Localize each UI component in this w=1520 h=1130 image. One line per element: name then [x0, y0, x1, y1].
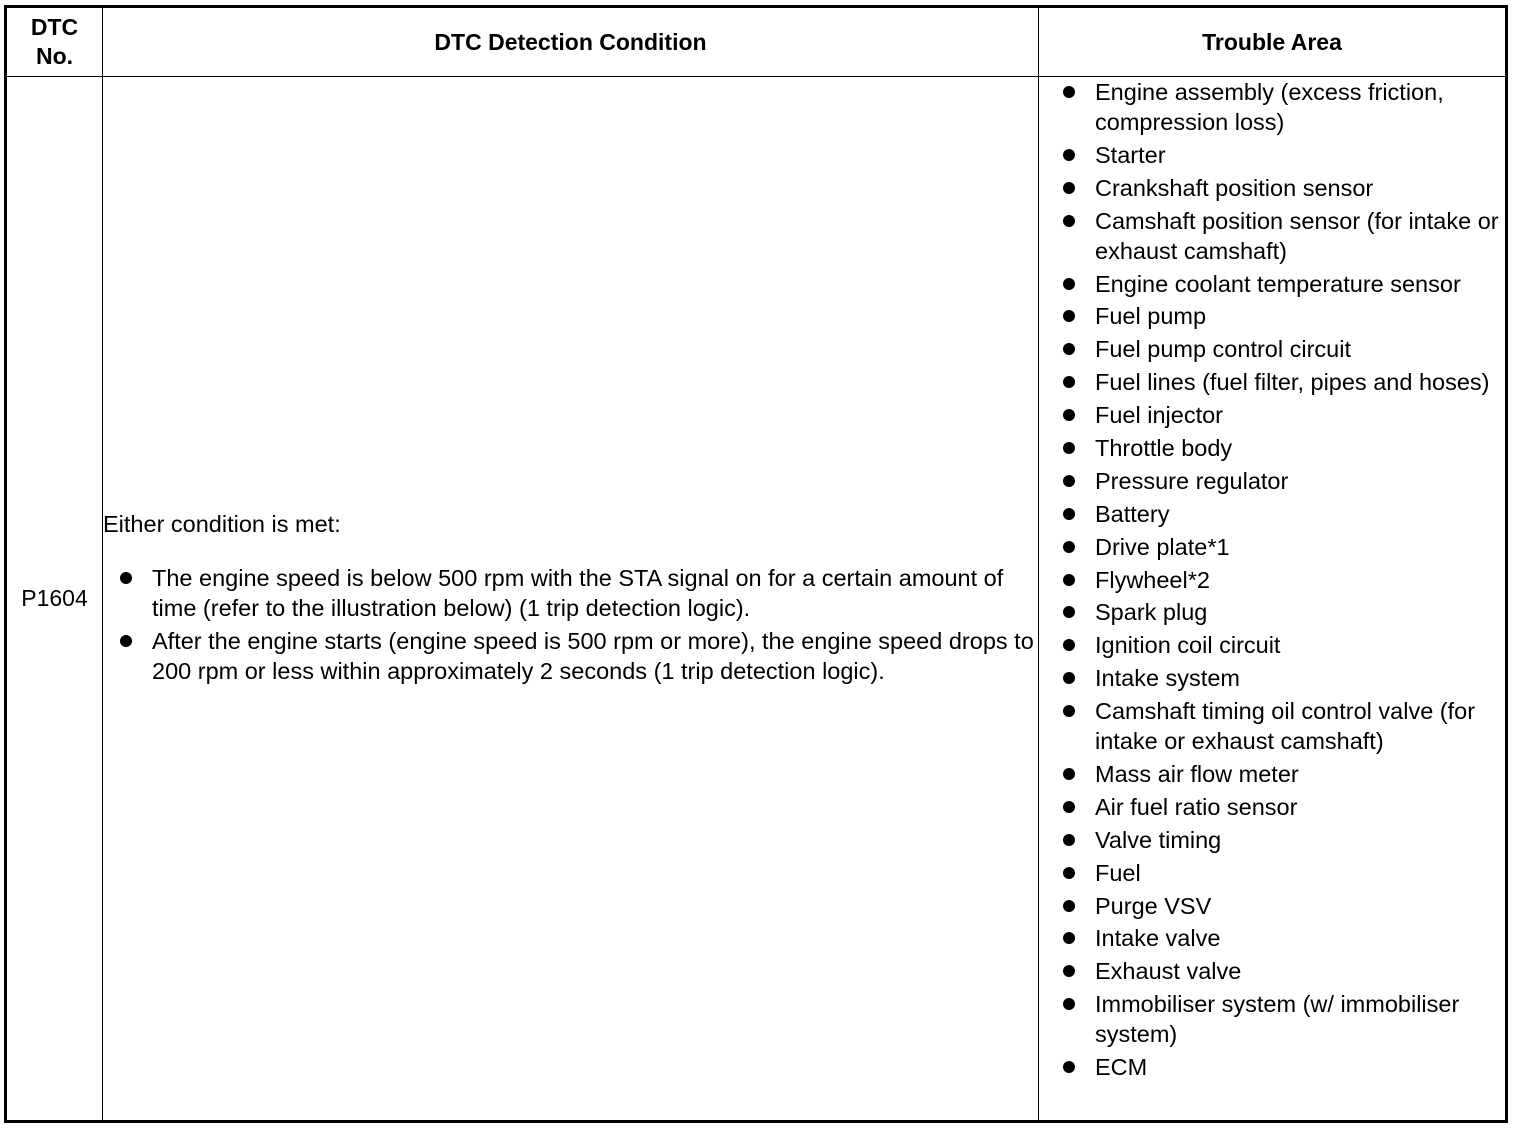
bullet-icon	[1063, 278, 1075, 290]
list-item	[1039, 630, 1505, 660]
table-row	[6, 77, 1507, 1122]
bullet-icon	[1063, 442, 1075, 454]
list-item-text: Camshaft timing oil control valve (for intake or exhaust camshaft)	[1095, 698, 1476, 755]
list-item	[1039, 301, 1505, 331]
bullet-icon	[1063, 182, 1075, 194]
bullet-icon	[1063, 508, 1075, 520]
list-item	[1039, 173, 1505, 203]
bullet-icon	[1063, 834, 1075, 846]
dtc-table	[4, 5, 1508, 1123]
list-item-text: Starter	[1095, 141, 1166, 168]
bullet-icon	[1063, 965, 1075, 977]
list-item	[1039, 923, 1505, 953]
list-item	[1039, 499, 1505, 529]
list-item	[1039, 1052, 1505, 1082]
header-row	[6, 7, 1507, 77]
bullet-icon	[1063, 606, 1075, 618]
bullet-icon	[120, 635, 132, 647]
bullet-icon	[1063, 541, 1075, 553]
list-item	[1039, 956, 1505, 986]
list-item-text: Throttle body	[1095, 435, 1233, 462]
list-item-text: Mass air flow meter	[1095, 761, 1299, 788]
bullet-icon	[1063, 409, 1075, 421]
bullet-icon	[1063, 867, 1075, 879]
header-dtc-no-line2: No.	[35, 43, 74, 69]
list-item	[1039, 140, 1505, 170]
condition-intro: Either condition is met:	[103, 510, 341, 537]
bullet-icon	[1063, 475, 1075, 487]
list-item	[1039, 334, 1505, 364]
list-item-text: Fuel pump	[1095, 303, 1207, 330]
list-item	[1039, 858, 1505, 888]
bullet-icon	[1063, 932, 1075, 944]
list-item-text: Battery	[1095, 500, 1170, 527]
bullet-icon	[1063, 343, 1075, 355]
bullet-icon	[1063, 376, 1075, 388]
bullet-icon	[1063, 1061, 1075, 1073]
list-item-text: Air fuel ratio sensor	[1095, 793, 1298, 820]
bullet-icon	[1063, 705, 1075, 717]
list-item-text: Fuel injector	[1095, 402, 1223, 429]
list-item-text: Pressure regulator	[1095, 467, 1289, 494]
bullet-icon	[1063, 672, 1075, 684]
bullet-icon	[1063, 149, 1075, 161]
list-item-text: Crankshaft position sensor	[1095, 174, 1374, 201]
bullet-icon	[1063, 998, 1075, 1010]
list-item-text: Ignition coil circuit	[1095, 632, 1281, 659]
list-item	[1039, 400, 1505, 430]
list-item	[1039, 532, 1505, 562]
list-item	[1039, 77, 1505, 137]
list-item-text: ECM	[1095, 1054, 1148, 1081]
list-item	[103, 626, 1038, 686]
list-item-text: Flywheel*2	[1095, 566, 1210, 593]
list-item-text: Exhaust valve	[1095, 958, 1242, 985]
bullet-icon	[1063, 215, 1075, 227]
bullet-icon	[1063, 310, 1075, 322]
bullet-icon	[1063, 801, 1075, 813]
bullet-icon	[1063, 86, 1075, 98]
list-item	[1039, 565, 1505, 595]
bullet-icon	[1063, 900, 1075, 912]
list-item-text: Engine assembly (excess friction, compression loss)	[1095, 79, 1444, 135]
list-item	[1039, 792, 1505, 822]
header-trouble-area: Trouble Area	[1039, 7, 1507, 77]
list-item	[1039, 663, 1505, 693]
list-item	[1039, 367, 1505, 397]
list-item	[1039, 759, 1505, 789]
bullet-icon	[1063, 768, 1075, 780]
list-item-text: The engine speed is below 500 rpm with the STA signal on for a certain amount of time (refer to the illustration below) (1 trip detection logic).	[152, 564, 1004, 621]
header-dtc-no	[6, 7, 103, 77]
list-item-text: Fuel	[1095, 859, 1141, 886]
detection-condition-cell	[103, 77, 1039, 1122]
list-item	[1039, 597, 1505, 627]
list-item-text: Intake system	[1095, 665, 1240, 692]
list-item	[103, 563, 1038, 623]
list-item-text: Spark plug	[1095, 599, 1208, 626]
bullet-icon	[120, 572, 132, 584]
list-item	[1039, 696, 1505, 756]
list-item-text: Purge VSV	[1095, 892, 1212, 919]
list-item	[1039, 466, 1505, 496]
bullet-icon	[1063, 574, 1075, 586]
list-item	[1039, 989, 1505, 1049]
list-item	[1039, 891, 1505, 921]
bullet-icon	[1063, 639, 1075, 651]
header-dtc-no-line1: DTC	[30, 14, 79, 40]
list-item-text: After the engine starts (engine speed is 500 rpm or more), the engine speed drops to 200 rpm or less within approximately 2 seconds (1 trip detection logic).	[152, 627, 1034, 684]
trouble-area-list	[1039, 77, 1505, 1082]
list-item-text: Immobiliser system (w/ immobiliser system)	[1095, 991, 1460, 1048]
condition-list	[103, 563, 1038, 686]
trouble-area-cell	[1039, 77, 1507, 1122]
list-item	[1039, 433, 1505, 463]
header-detection-condition: DTC Detection Condition	[103, 7, 1039, 77]
list-item-text: Camshaft position sensor (for intake or exhaust camshaft)	[1095, 207, 1499, 264]
list-item-text: Engine coolant temperature sensor	[1095, 270, 1461, 297]
list-item	[1039, 206, 1505, 266]
dtc-code: P1604	[6, 77, 103, 1122]
list-item-text: Fuel lines (fuel filter, pipes and hoses)	[1095, 369, 1490, 396]
list-item-text: Intake valve	[1095, 925, 1221, 952]
list-item-text: Valve timing	[1095, 826, 1222, 853]
list-item-text: Fuel pump control circuit	[1095, 336, 1351, 363]
list-item	[1039, 269, 1505, 299]
list-item	[1039, 825, 1505, 855]
list-item-text: Drive plate*1	[1095, 533, 1230, 560]
